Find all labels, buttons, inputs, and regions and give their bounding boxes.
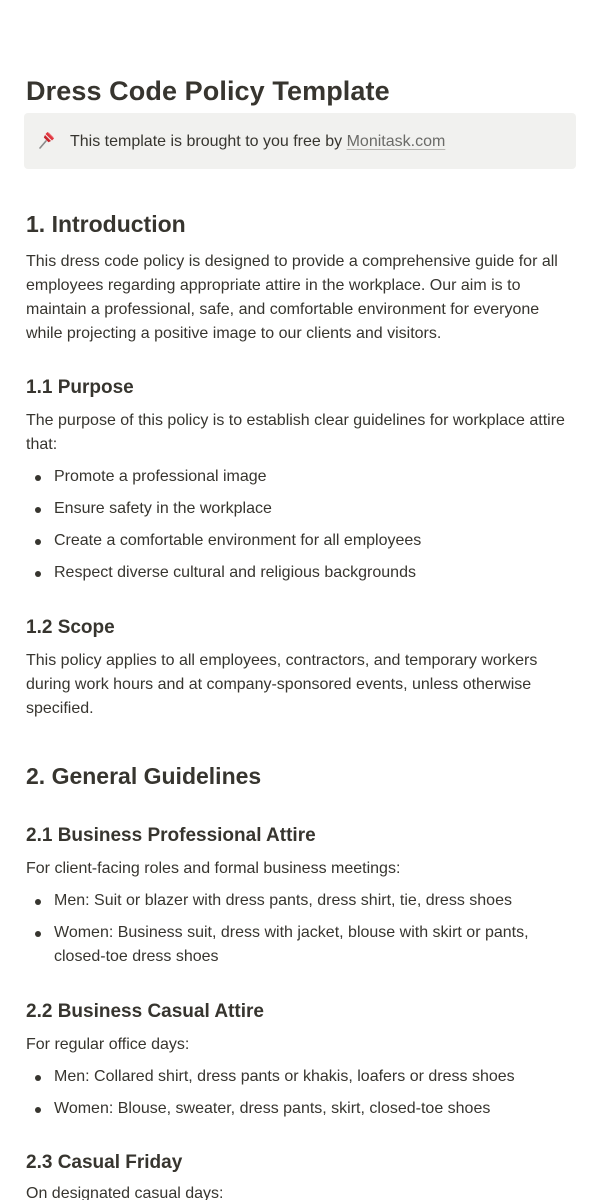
page-title: Dress Code Policy Template: [26, 76, 390, 106]
list-item: [26, 561, 574, 585]
heading-purpose: 1.1 Purpose: [26, 377, 134, 398]
list-item-text: Respect diverse cultural and religious backgrounds: [54, 564, 416, 581]
list-item-text: Ensure safety in the workplace: [54, 500, 272, 517]
purpose-paragraph: The purpose of this policy is to establish clear guidelines for workplace attire that:: [26, 412, 565, 453]
heading-business-professional: 2.1 Business Professional Attire: [26, 825, 316, 846]
list-item-text: Men: Collared shirt, dress pants or khakis, loafers or dress shoes: [54, 1068, 515, 1085]
bullet-icon: [35, 899, 41, 905]
info-callout: [24, 113, 576, 169]
bullet-icon: [35, 539, 41, 545]
bullet-icon: [35, 1107, 41, 1113]
list-item: [26, 465, 574, 489]
heading-casual-friday: 2.3 Casual Friday: [26, 1152, 183, 1173]
callout-text: [70, 131, 445, 153]
list-item: [26, 1065, 574, 1089]
list-item-text: Women: Blouse, sweater, dress pants, skirt, closed-toe shoes: [54, 1100, 491, 1117]
bullet-icon: [35, 475, 41, 481]
list-item: [26, 497, 574, 521]
heading-introduction: 1. Introduction: [26, 211, 186, 237]
bullet-icon: [35, 507, 41, 513]
list-item-text: Promote a professional image: [54, 468, 267, 485]
list-item-text: Women: Business suit, dress with jacket, blouse with skirt or pants, closed-toe dress shoes: [54, 924, 529, 965]
bullet-icon: [35, 1075, 41, 1081]
business-casual-paragraph: For regular office days:: [26, 1036, 190, 1053]
bullet-icon: [35, 571, 41, 577]
pushpin-icon: [36, 129, 58, 151]
heading-business-casual: 2.2 Business Casual Attire: [26, 1001, 264, 1022]
list-item: [26, 889, 574, 913]
list-item-text: Men: Suit or blazer with dress pants, dress shirt, tie, dress shoes: [54, 892, 512, 909]
business-professional-paragraph: For client-facing roles and formal business meetings:: [26, 860, 401, 877]
list-item: [26, 1097, 574, 1121]
heading-general-guidelines: 2. General Guidelines: [26, 763, 262, 789]
monitask-link[interactable]: Monitask.com: [346, 133, 446, 150]
list-item-text: Create a comfortable environment for all employees: [54, 532, 422, 549]
casual-friday-paragraph: On designated casual days:: [26, 1185, 224, 1200]
callout-message: This template is brought to you free by: [70, 133, 347, 150]
introduction-paragraph: This dress code policy is designed to provide a comprehensive guide for all employees regarding appropriate attire in the workplace. Our aim is to maintain a professional, safe, and comfortable environment for everyone while projecting a positive image to our clients and visitors.: [26, 253, 558, 342]
list-item: [26, 529, 574, 553]
bullet-icon: [35, 931, 41, 937]
heading-scope: 1.2 Scope: [26, 617, 115, 638]
list-item: [26, 921, 574, 969]
scope-paragraph: This policy applies to all employees, contractors, and temporary workers during work hours and at company-sponsored events, unless otherwise specified.: [26, 652, 538, 717]
